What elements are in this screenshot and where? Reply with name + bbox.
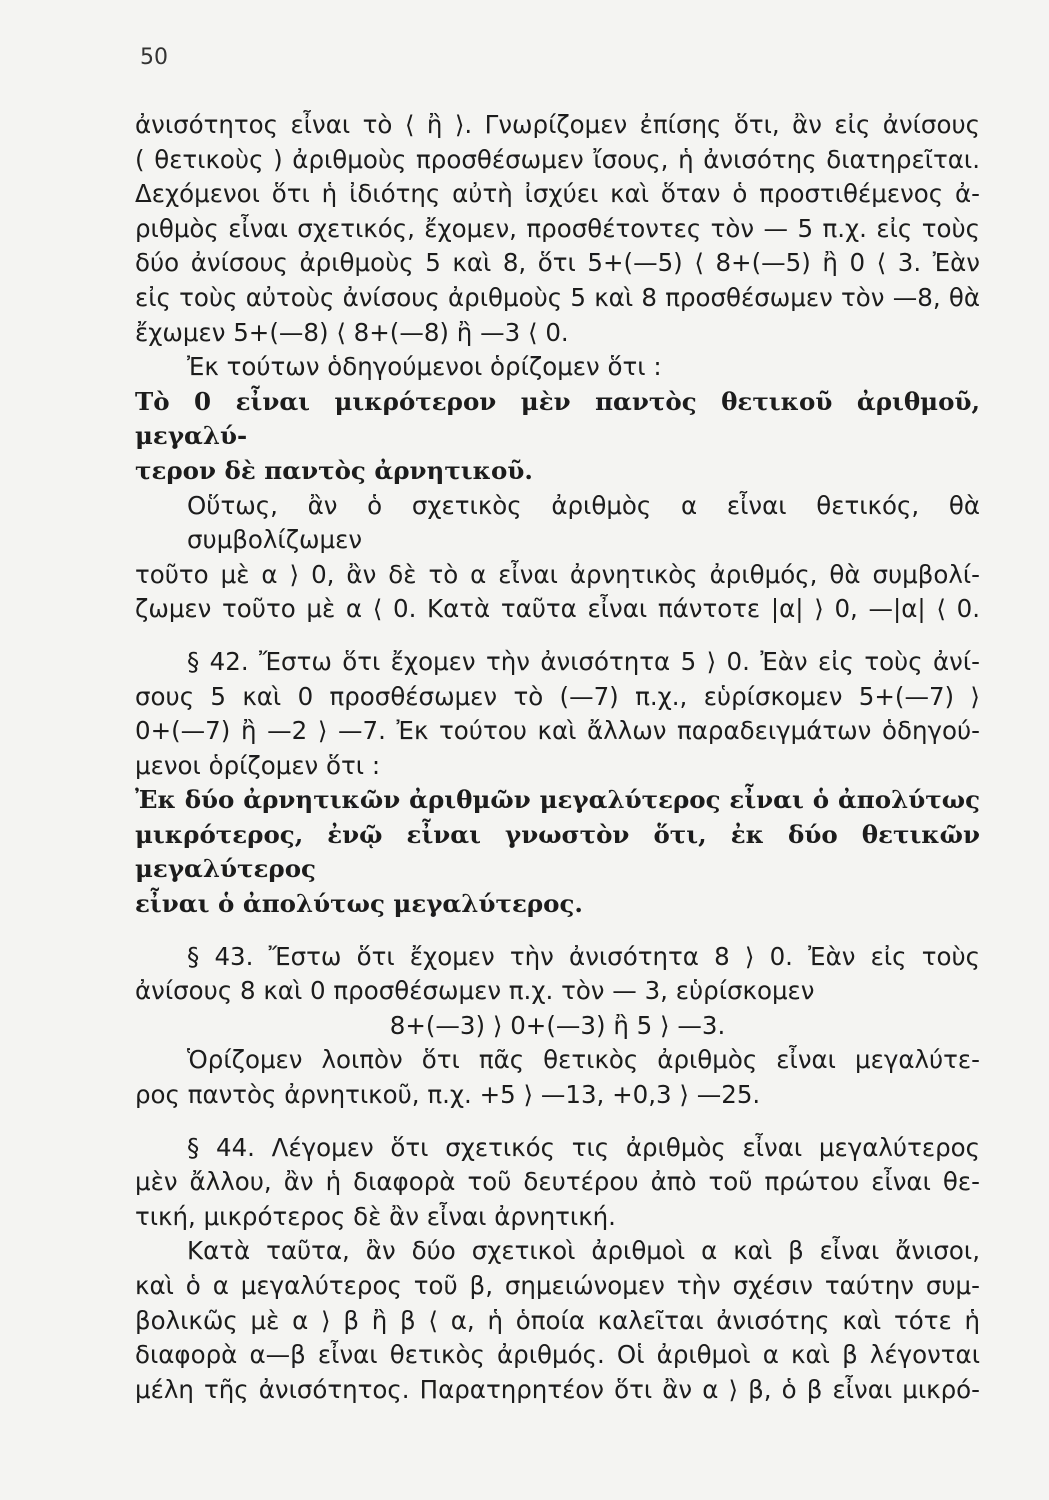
definition-line: εἶναι ὁ ἀπολύτως μεγαλύτερος. — [135, 889, 583, 919]
text-line: ἔχωμεν 5+(—8) ⟨ 8+(—8) ἢ —3 ⟨ 0. — [135, 317, 569, 347]
definition-line: Ἐκ δύο ἀρνητικῶν ἀριθμῶν μεγαλύτερος εἶναι ὁ ἀπολύτως — [135, 785, 980, 815]
text-line: 0+(—7) ἢ —2 ⟩ —7. Ἐκ τούτου καὶ ἄλλων παραδειγμάτων ὁδηγού- — [135, 716, 980, 746]
text-line: Ὁρίζομεν λοιπὸν ὅτι πᾶς θετικὸς ἀριθμὸς εἶναι μεγαλύτε- — [187, 1045, 980, 1075]
text-line: ( θετικοὺς ) ἀριθμοὺς προσθέσωμεν ἴσους, ἡ ἀνισότης διατηρεῖται. — [135, 144, 980, 174]
formula-line: 8+(—3) ⟩ 0+(—3) ἢ 5 ⟩ —3. — [389, 1010, 726, 1040]
page-number: 50 — [140, 45, 168, 70]
text-line: μενοι ὁρίζομεν ὅτι : — [135, 750, 381, 780]
text-line: Ἐκ τούτων ὁδηγούμενοι ὁρίζομεν ὅτι : — [187, 352, 662, 382]
text-line: ζωμεν τοῦτο μὲ α ⟨ 0. Κατὰ ταῦτα εἶναι πάντοτε |α| ⟩ 0, —|α| ⟨ 0. — [135, 594, 980, 624]
section-43-line: § 43. Ἔστω ὅτι ἔχομεν τὴν ἀνισότητα 8 ⟩ 0. Ἐὰν εἰς τοὺς — [187, 941, 980, 971]
definition-line: μικρότερος, ἐνῷ εἶναι γνωστὸν ὅτι, ἐκ δύο θετικῶν μεγαλύτερος — [135, 819, 980, 884]
text-line: διαφορὰ α—β εἶναι θετικὸς ἀριθμός. Οἱ ἀριθμοὶ α καὶ β λέγονται — [135, 1340, 980, 1370]
text-line: δύο ἀνίσους ἀριθμοὺς 5 καὶ 8, ὅτι 5+(—5) ⟨ 8+(—5) ἢ 0 ⟨ 3. Ἐὰν — [135, 248, 980, 278]
definition-line: Τὸ 0 εἶναι μικρότερον μὲν παντὸς θετικοῦ ἀριθμοῦ, μεγαλύ- — [135, 386, 980, 451]
text-line: βολικῶς μὲ α ⟩ β ἢ β ⟨ α, ἡ ὁποία καλεῖται ἀνισότης καὶ τότε ἡ — [135, 1305, 980, 1335]
text-line: Δεχόμενοι ὅτι ἡ ἰδιότης αὐτὴ ἰσχύει καὶ ὅταν ὁ προστιθέμενος ἀ- — [135, 179, 980, 209]
text-line: ἀνισότητος εἶναι τὸ ⟨ ἢ ⟩. Γνωρίζομεν ἐπίσης ὅτι, ἂν εἰς ἀνίσους — [135, 110, 980, 139]
text-line: εἰς τοὺς αὐτοὺς ἀνίσους ἀριθμοὺς 5 καὶ 8 προσθέσωμεν τὸν —8, θὰ — [135, 282, 980, 312]
text-line: τοῦτο μὲ α ⟩ 0, ἂν δὲ τὸ α εἶναι ἀρνητικὸς ἀριθμός, θὰ συμβολί- — [135, 559, 980, 589]
text-line: ριθμὸς εἶναι σχετικός, ἔχομεν, προσθέτοντες τὸν — 5 π.χ. εἰς τοὺς — [135, 213, 980, 243]
text-line: ρος παντὸς ἀρνητικοῦ, π.χ. +5 ⟩ —13, +0,3 ⟩ —25. — [135, 1080, 761, 1110]
text-line: σους 5 καὶ 0 προσθέσωμεν τὸ (—7) π.χ., εὑρίσκομεν 5+(—7) ⟩ — [135, 681, 980, 711]
text-line: μέλη τῆς ἀνισότητος. Παρατηρητέον ὅτι ἂν α ⟩ β, ὁ β εἶναι μικρό- — [135, 1374, 980, 1404]
text-line: Οὕτως, ἂν ὁ σχετικὸς ἀριθμὸς α εἶναι θετικός, θὰ συμβολίζωμεν — [187, 490, 980, 555]
text-line: ἀνίσους 8 καὶ 0 προσθέσωμεν π.χ. τὸν — 3, εὑρίσκομεν — [135, 976, 815, 1006]
body-text — [135, 108, 980, 1407]
definition-line: τερον δὲ παντὸς ἀρνητικοῦ. — [135, 455, 533, 485]
text-line: μὲν ἄλλου, ἂν ἡ διαφορὰ τοῦ δευτέρου ἀπὸ τοῦ πρώτου εἶναι θε- — [135, 1167, 980, 1197]
section-42-line: § 42. Ἔστω ὅτι ἔχομεν τὴν ἀνισότητα 5 ⟩ 0. Ἐὰν εἰς τοὺς ἀνί- — [187, 646, 980, 676]
text-line: Κατὰ ταῦτα, ἂν δύο σχετικοὶ ἀριθμοὶ α καὶ β εἶναι ἄνισοι, — [187, 1236, 980, 1266]
text-line: καὶ ὁ α μεγαλύτερος τοῦ β, σημειώνομεν τὴν σχέσιν ταύτην συμ- — [135, 1271, 980, 1300]
text-line: τική, μικρότερος δὲ ἂν εἶναι ἀρνητική. — [135, 1201, 616, 1231]
section-44-line: § 44. Λέγομεν ὅτι σχετικός τις ἀριθμὸς εἶναι μεγαλύτερος — [187, 1132, 980, 1162]
